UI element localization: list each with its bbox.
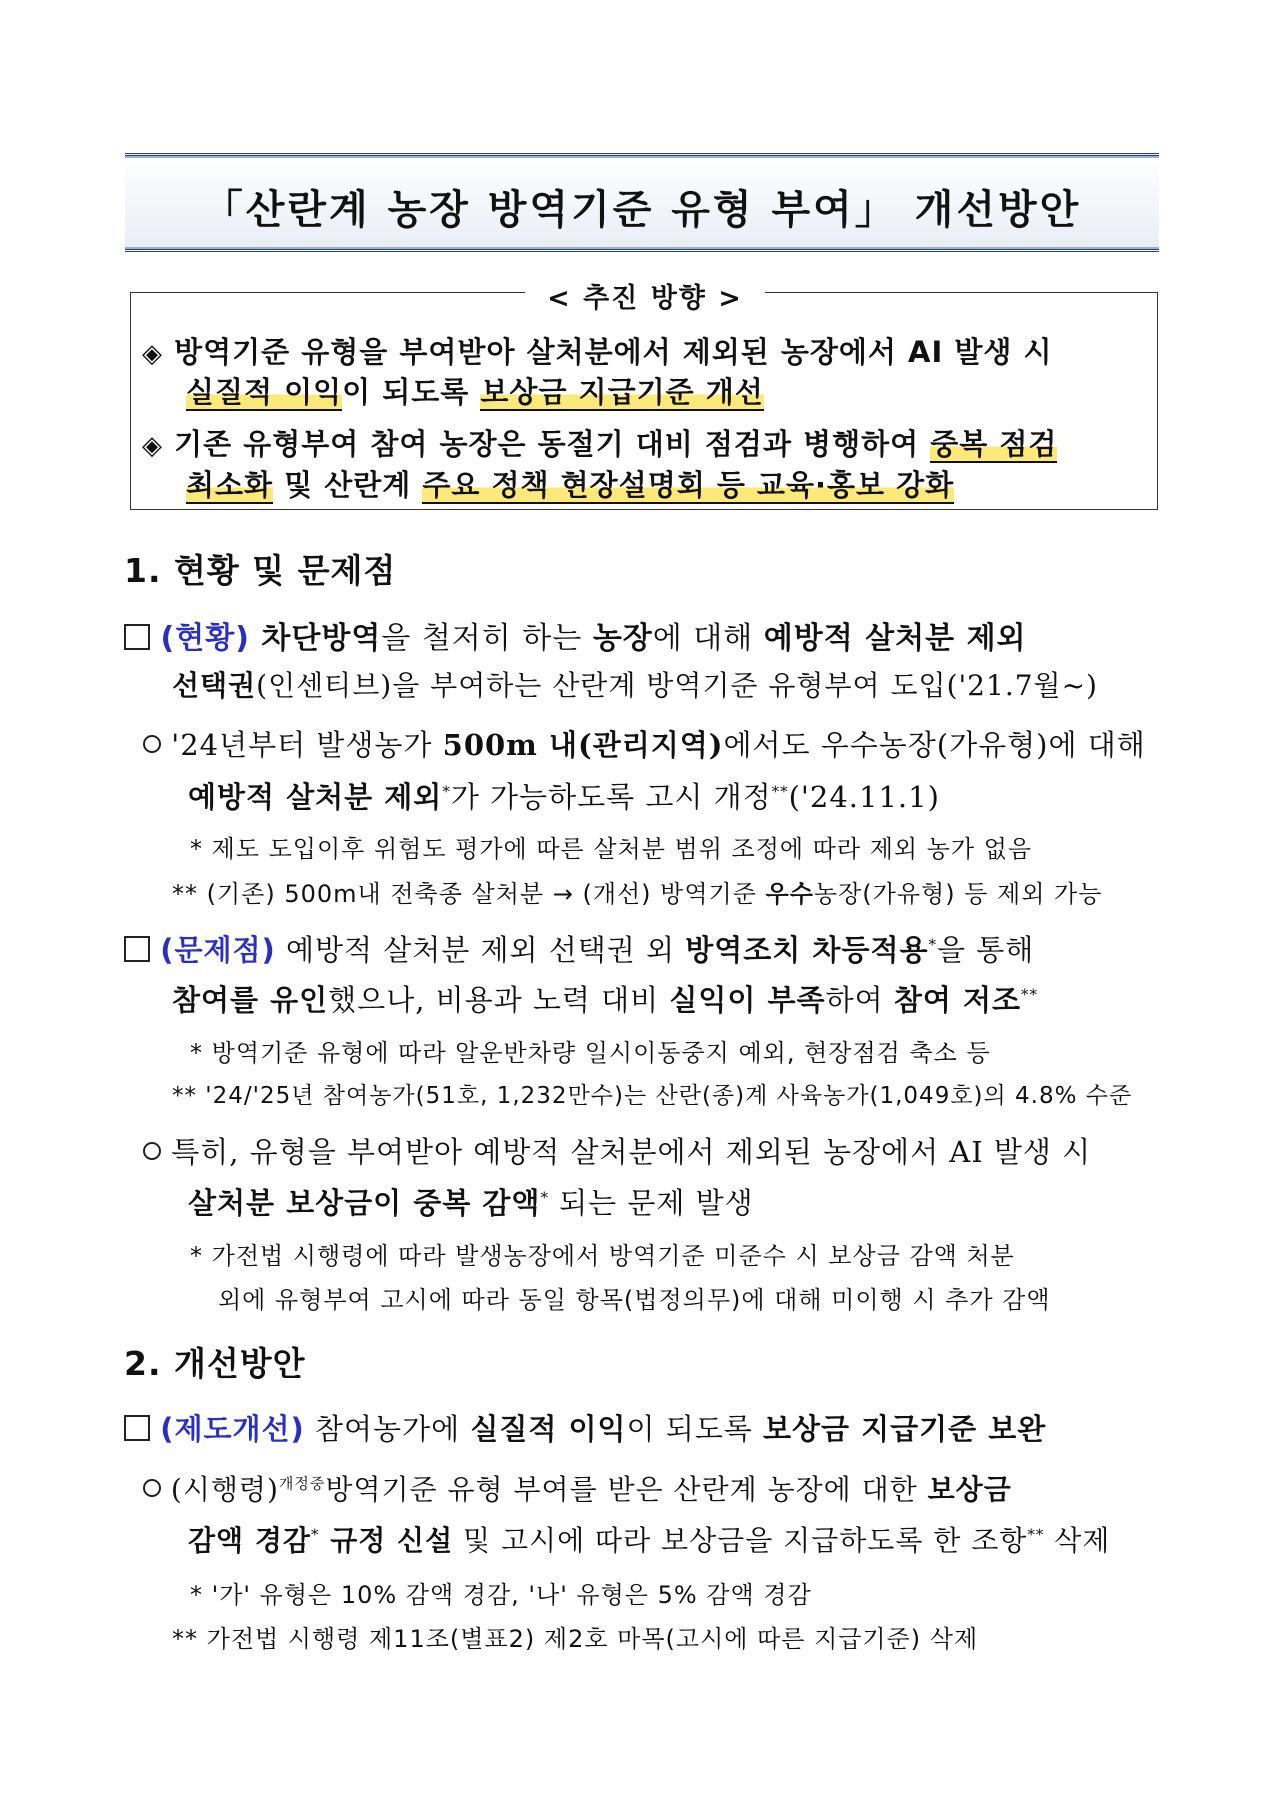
direction-bullet-2: ◈ 기존 유형부여 참여 농장은 동절기 대비 점검과 병행하여 중복 점검	[142, 427, 1058, 461]
reform-note-1: * '가' 유형은 10% 감액 경감, '나' 유형은 5% 감액 경감	[190, 1581, 812, 1609]
direction-header: < 추진 방향 >	[525, 276, 765, 315]
sub1-line-1: '24년부터 발생농가 500m 내(관리지역)에서도 우수농장(가유형)에 대해	[143, 723, 1146, 764]
circle-bullet-icon	[143, 735, 161, 753]
status-line-1: (현황) 차단방역을 철저히 하는 농장에 대해 예방적 살처분 제외	[124, 613, 1027, 657]
sub1-line-2: 예방적 살처분 제외*가 가능하도록 고시 개정**('24.11.1)	[188, 780, 940, 814]
diamond-icon: ◈	[142, 339, 163, 369]
reform-note-2: ** 가전법 시행령 제11조(별표2) 제2호 마목(고시에 따른 지급기준) 삭제	[172, 1625, 979, 1653]
checkbox-square-icon	[124, 624, 150, 650]
direction-bullet-1: ◈ 방역기준 유형을 부여받아 살처분에서 제외된 농장에서 AI 발생 시	[142, 335, 1053, 369]
page-title: 「산란계 농장 방역기준 유형 부여」 개선방안	[202, 187, 1082, 233]
problem-line-1: (문제점) 예방적 살처분 제외 선택권 외 방역조치 차등적용*을 통해	[124, 928, 1034, 969]
circle-bullet-icon	[143, 1142, 161, 1160]
note-5-line-2: 외에 유형부여 고시에 따라 동일 항목(법정의무)에 대해 미이행 시 추가 감액	[218, 1286, 1051, 1314]
checkbox-square-icon	[124, 936, 150, 962]
title-box	[125, 153, 1159, 252]
section1-title: 1. 현황 및 문제점	[124, 551, 397, 590]
diamond-icon: ◈	[142, 431, 163, 461]
reform-sub1-line-1: (시행령)$^{개정중}$방역기준 유형 부여를 받은 산란계 농장에 대한 보상금	[143, 1468, 1012, 1508]
sub2-line-1: 특히, 유형을 부여받아 예방적 살처분에서 제외된 농장에서 AI 발생 시	[143, 1130, 1091, 1171]
direction-bullet-2-cont: 최소화 및 산란계 주요 정책 현장설명회 등 교육·홍보 강화	[186, 468, 955, 502]
note-5-line-1: * 가전법 시행령에 따라 발생농장에서 방역기준 미준수 시 보상금 감액 처분	[190, 1242, 1015, 1270]
circle-bullet-icon	[143, 1479, 161, 1497]
status-line-2: 선택권(인센티브)을 부여하는 산란계 방역기준 유형부여 도입('21.7월~)	[172, 669, 1098, 702]
problem-line-2: 참여를 유인했으나, 비용과 노력 대비 실익이 부족하여 참여 저조**	[172, 983, 1038, 1017]
reform-line: (제도개선) 참여농가에 실질적 이익이 되도록 보상금 지급기준 보완	[124, 1407, 1046, 1448]
note-3: * 방역기준 유형에 따라 알운반차량 일시이동중지 예외, 현장점검 축소 등	[190, 1039, 991, 1067]
sub2-line-2: 살처분 보상금이 중복 감액* 되는 문제 발생	[188, 1186, 754, 1220]
direction-bullet-1-cont: 실질적 이익이 되도록 보상금 지급기준 개선	[186, 375, 764, 409]
note-4: ** '24/'25년 참여농가(51호, 1,232만수)는 산란(종)계 사육농가(1,049호)의 4.8% 수준	[172, 1083, 1133, 1109]
note-1: * 제도 도입이후 위험도 평가에 따른 살처분 범위 조정에 따라 제외 농가 없음	[190, 835, 1033, 863]
reform-sub1-line-2: 감액 경감* 규정 신설 및 고시에 따라 보상금을 지급하도록 한 조항** 삭제	[188, 1524, 1111, 1557]
section2-title: 2. 개선방안	[124, 1344, 306, 1383]
note-2: ** (기존) 500m내 전축종 살처분 → (개선) 방역기준 우수농장(가유형) 등 제외 가능	[172, 880, 1103, 908]
checkbox-square-icon	[124, 1415, 150, 1441]
